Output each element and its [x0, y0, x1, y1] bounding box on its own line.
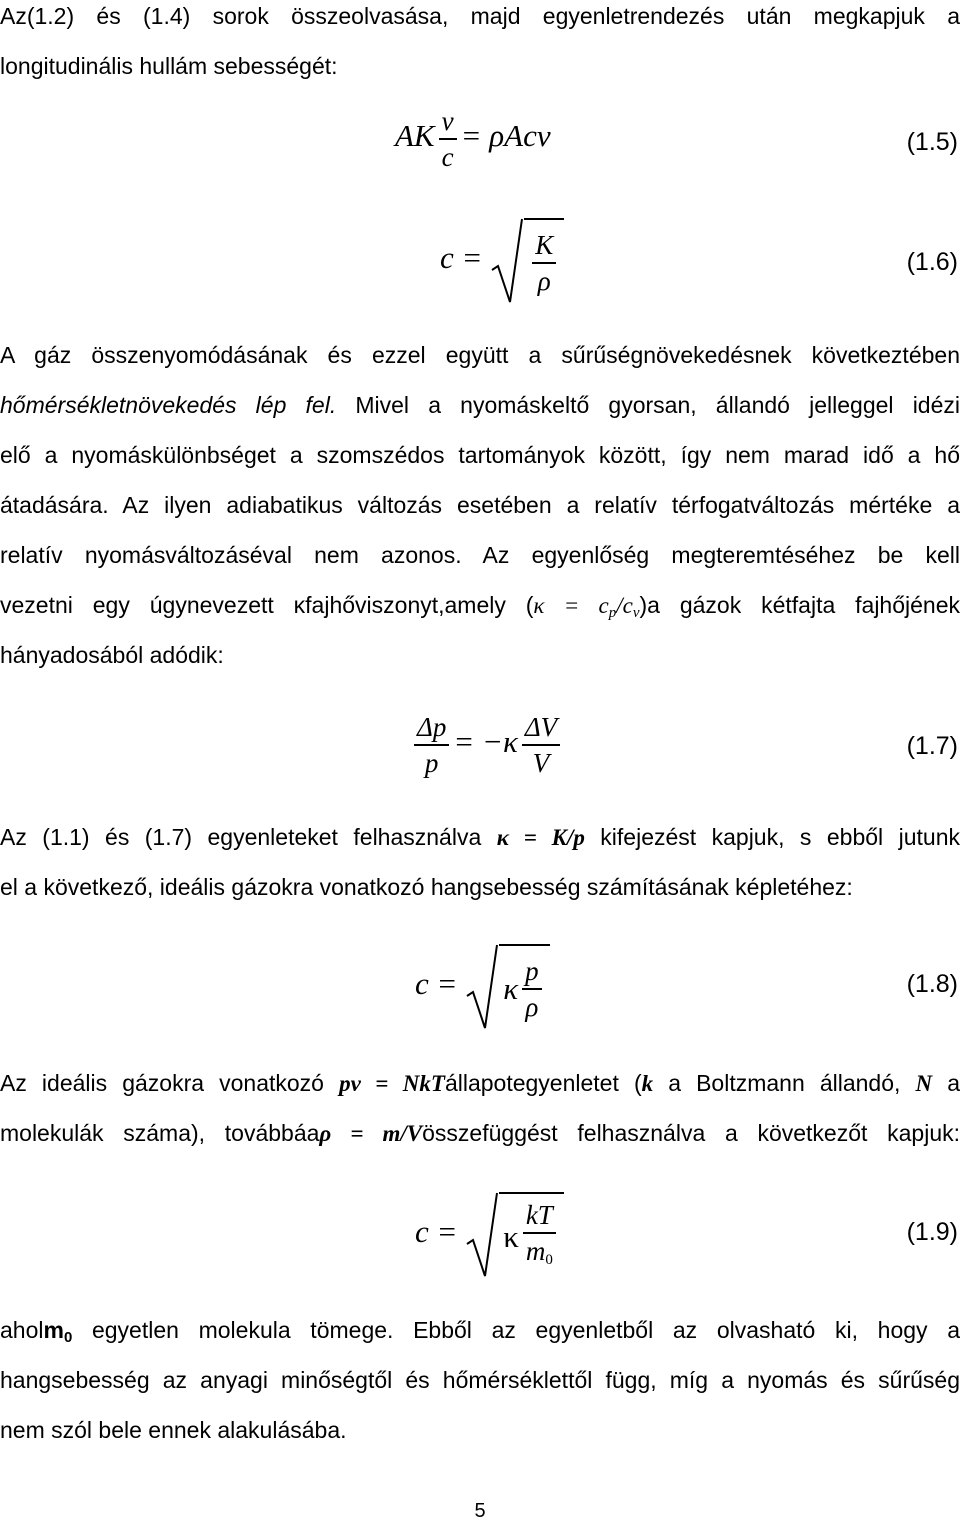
fraction-numerator: K: [532, 228, 556, 264]
text-line: [0, 812, 960, 862]
text-line: relatív nyomásváltozáséval nem azonos. Az egyenlőség megteremtéséhez be kell: [0, 542, 960, 568]
text-line: Az(1.2) és (1.4) sorok összeolvasása, majd egyenletrendezés után megkapjuk a: [0, 3, 960, 29]
fraction-numerator: v: [439, 104, 457, 140]
fraction-numerator: kT: [523, 1198, 556, 1234]
text-line: el a következő, ideális gázokra vonatkozó hangsebesség számításának képletéhez:: [0, 874, 853, 900]
equation-number: (1.9): [906, 1218, 958, 1246]
text-line: [0, 1305, 960, 1355]
equation-1-9: [0, 1188, 960, 1288]
fraction: [414, 710, 449, 780]
equation-number: (1.5): [906, 128, 958, 156]
square-root: [465, 1192, 564, 1278]
text-line: [0, 1058, 960, 1108]
text-fragment: Az (1.1) és (1.7) egyenleteket felhasználva: [0, 824, 497, 850]
text-line: [0, 380, 960, 430]
fraction-denominator: ρ: [537, 266, 551, 296]
equation-number: (1.8): [906, 970, 958, 998]
fraction: [523, 1198, 556, 1277]
text-fragment: összefüggést felhasználva a következőt kapjuk:: [422, 1120, 960, 1146]
fraction: [522, 954, 542, 1024]
fraction-numerator: ΔV: [522, 710, 560, 746]
text-line: nem szól bele ennek alakulásába.: [0, 1417, 347, 1443]
text-line: longitudinális hullám sebességét:: [0, 53, 338, 79]
inline-math: k: [641, 1071, 654, 1096]
italic-phrase: hőmérsékletnövekedés lép fel.: [0, 392, 337, 418]
inline-math: pv = NkT: [339, 1071, 445, 1096]
inline-math: $\kappa = c_p/c_v$: [533, 593, 640, 621]
square-root: [465, 944, 549, 1030]
paragraph-kappa: [0, 812, 960, 912]
paragraph-ideal-gas: [0, 1058, 960, 1158]
text-line: [0, 580, 960, 630]
fraction-denominator: p: [424, 748, 439, 778]
text-line: hangsebesség az anyagi minőségtől és hőmérséklettől függ, míg a nyomás és sűrűség: [0, 1367, 960, 1393]
text-line: A gáz összenyomódásának és ezzel együtt a sűrűségnövekedésnek következtében: [0, 342, 960, 368]
radical-sign-icon: [490, 218, 524, 304]
fraction-denominator: c: [441, 142, 454, 172]
text-line: elő a nyomáskülönbséget a szomszédos tartományok között, így nem marad idő a hő: [0, 442, 960, 468]
equation-term: = −κ: [453, 724, 518, 760]
text-fragment: a Boltzmann állandó,: [653, 1070, 916, 1096]
text-fragment: Az ideális gázokra vonatkozó: [0, 1070, 340, 1096]
paragraph-adiabatic: [0, 330, 960, 680]
text-fragment: )a gázok kétfajta fajhőjének: [639, 592, 960, 618]
square-root: [490, 218, 564, 304]
equation-term: c =: [415, 966, 458, 1002]
radical-sign-icon: [465, 944, 499, 1030]
paragraph-conclusion: [0, 1305, 960, 1455]
equation-1-5: [0, 98, 960, 198]
text-fragment: a: [932, 1070, 960, 1096]
equation-1-6: [0, 210, 960, 310]
fraction-denominator: ρ: [525, 992, 539, 1022]
equation-term: AK: [395, 118, 435, 154]
text-line: hányadosából adódik:: [0, 642, 224, 668]
fraction: [522, 710, 560, 780]
fraction-denominator: V: [532, 748, 550, 778]
text-line: átadására. Az ilyen adiabatikus változás esetében a relatív térfogatváltozás mértéke a: [0, 492, 960, 518]
page-number: 5: [474, 1500, 486, 1522]
fraction-numerator: Δp: [414, 710, 449, 746]
equation-term: c =: [440, 240, 483, 276]
inline-math: ρ = m/V: [319, 1121, 423, 1146]
text-fragment: molekulák száma), továbbáa: [0, 1120, 320, 1146]
equation-term: = ρAcv: [460, 118, 551, 154]
fraction-numerator: p: [522, 954, 542, 990]
text-fragment: vezetni egy úgynevezett κfajhőviszonyt,amely (: [0, 592, 534, 618]
text-fragment: egyetlen molekula tömege. Ebből az egyenletből az olvasható ki, hogy a: [72, 1317, 960, 1343]
bold-symbol: $m_0$: [43, 1317, 73, 1346]
inline-math: N: [915, 1071, 933, 1096]
kappa-symbol: κ: [503, 1219, 519, 1254]
kappa-symbol: κ: [503, 971, 519, 1006]
fraction: [532, 228, 556, 298]
text-fragment: Mivel a nyomáskeltő gyorsan, állandó jelleggel idézi: [336, 392, 960, 418]
equation-term: c =: [415, 1214, 458, 1250]
text-fragment: ahol: [0, 1317, 44, 1343]
paragraph-intro: [0, 0, 960, 91]
inline-math: κ = K/p: [496, 825, 585, 850]
radical-sign-icon: [465, 1192, 499, 1278]
equation-number: (1.7): [906, 732, 958, 760]
text-fragment: állapotegyenletet (: [444, 1070, 642, 1096]
text-fragment: kifejezést kapjuk, s ebből jutunk: [584, 824, 960, 850]
text-line: [0, 1108, 960, 1158]
equation-1-8: [0, 940, 960, 1040]
equation-number: (1.6): [906, 248, 958, 276]
fraction: [439, 104, 457, 174]
equation-1-7: [0, 700, 960, 800]
fraction-denominator: $m_0$: [525, 1235, 553, 1268]
